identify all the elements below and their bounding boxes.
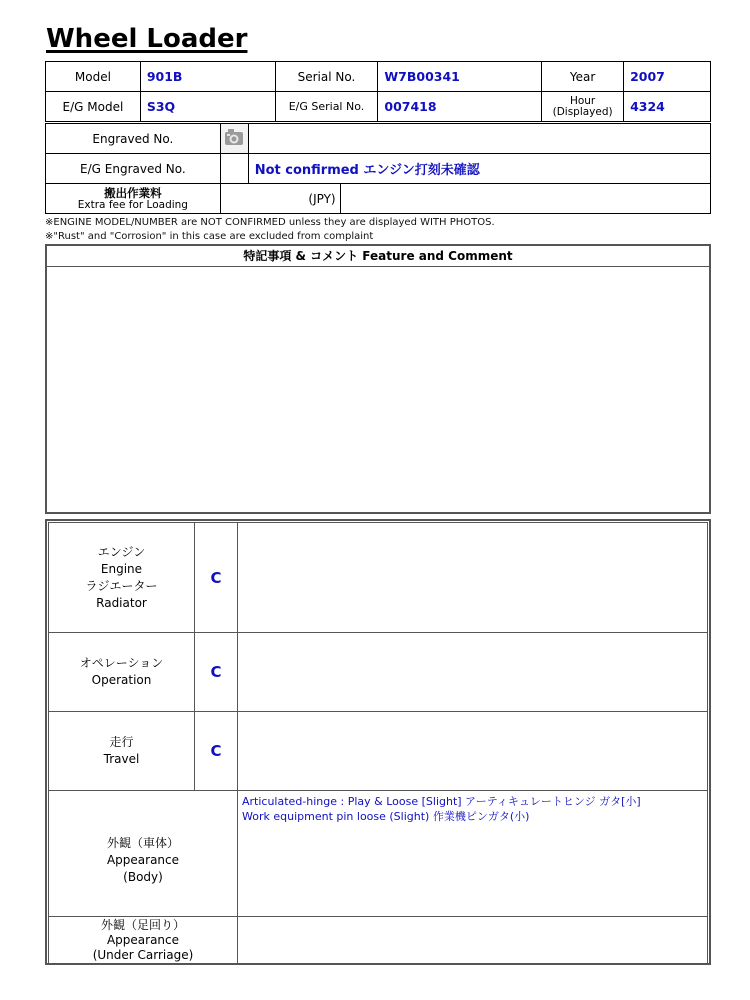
page-title: Wheel Loader — [46, 24, 248, 54]
eg-model-label: E/G Model — [46, 92, 141, 122]
hour-label-line1: Hour — [569, 94, 596, 107]
serial-value: W7B00341 — [378, 62, 542, 92]
eg-engraved-photo-cell — [220, 154, 248, 184]
body-en1: Appearance — [106, 853, 180, 867]
body-comment — [238, 791, 708, 917]
model-value: 901B — [140, 62, 275, 92]
feature-comment-header: 特記事項 & コメント Feature and Comment — [47, 246, 709, 267]
body-jp: 外観（車体） — [106, 836, 179, 850]
hour-label-line2: (Displayed) — [552, 105, 613, 118]
eg-model-value: S3Q — [140, 92, 275, 122]
body-category — [49, 791, 238, 917]
note-rust: ※"Rust" and "Corrosion" in this case are excluded from complaint — [45, 231, 374, 242]
engine-en: Engine — [100, 561, 143, 576]
engine-category — [49, 523, 195, 633]
uc-en2: (Under Carriage) — [92, 948, 194, 962]
radiator-jp: ラジエーター — [85, 578, 158, 593]
serial-label: Serial No. — [275, 62, 378, 92]
engraved-label: Engraved No. — [46, 124, 221, 154]
fee-label-en: Extra fee for Loading — [77, 198, 188, 211]
engine-jp: エンジン — [97, 544, 146, 559]
note-engine: ※ENGINE MODEL/NUMBER are NOT CONFIRMED unless they are displayed WITH PHOTOS. — [45, 217, 495, 228]
eg-engraved-table — [45, 153, 711, 184]
radiator-en: Radiator — [96, 595, 147, 610]
camera-icon[interactable] — [223, 127, 245, 147]
eg-engraved-value: Not confirmed エンジン打刻未確認 — [248, 154, 710, 184]
model-label: Model — [46, 62, 141, 92]
hour-label — [542, 92, 624, 122]
body-comment-line2: Work equipment pin loose (Slight) 作業機ピンガタ(小) — [242, 810, 530, 823]
undercarriage-category — [49, 917, 238, 965]
engine-grade: C — [195, 523, 238, 633]
hour-value: 4324 — [624, 92, 711, 122]
fee-label-jp: 搬出作業料 — [104, 185, 162, 200]
inspection-box — [45, 519, 711, 965]
travel-category — [49, 712, 195, 791]
feature-comment-box — [45, 244, 711, 514]
eg-serial-value: 007418 — [378, 92, 542, 122]
engraved-table — [45, 123, 711, 154]
operation-grade: C — [195, 633, 238, 712]
vehicle-info-table — [45, 61, 711, 122]
operation-comment — [238, 633, 708, 712]
operation-en: Operation — [91, 673, 152, 687]
travel-grade: C — [195, 712, 238, 791]
fee-unit: (JPY) — [220, 184, 340, 214]
year-label: Year — [542, 62, 624, 92]
year-value: 2007 — [624, 62, 711, 92]
engraved-value — [248, 124, 710, 154]
uc-en1: Appearance — [106, 933, 180, 947]
fee-label — [46, 184, 221, 214]
eg-serial-label: E/G Serial No. — [275, 92, 378, 122]
fee-table — [45, 183, 711, 214]
engraved-photo-cell[interactable] — [220, 124, 248, 154]
eg-engraved-label: E/G Engraved No. — [46, 154, 221, 184]
body-comment-line1: Articulated-hinge : Play & Loose [Slight] アーティキュレートヒンジ ガタ[小] — [242, 795, 641, 808]
inspection-table — [48, 522, 708, 965]
travel-comment — [238, 712, 708, 791]
operation-category — [49, 633, 195, 712]
travel-jp: 走行 — [109, 735, 134, 749]
operation-jp: オペレーション — [79, 656, 164, 670]
uc-jp: 外観（足回り） — [100, 918, 185, 932]
body-en2: (Body) — [123, 870, 163, 884]
fee-value — [340, 184, 710, 214]
undercarriage-comment — [238, 917, 708, 965]
travel-en: Travel — [103, 752, 140, 766]
engine-comment — [238, 523, 708, 633]
